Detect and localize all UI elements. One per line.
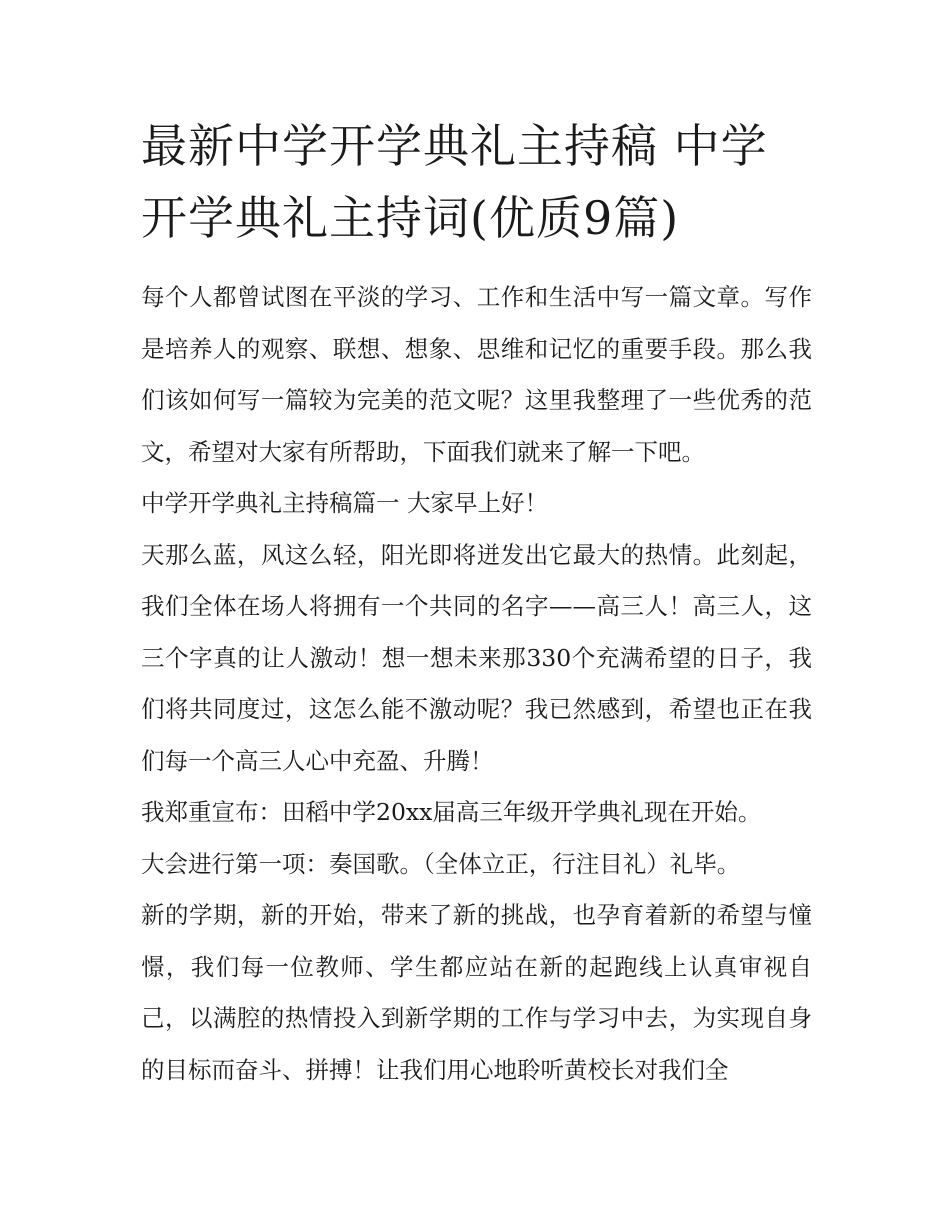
paragraph-new-semester: 新的学期，新的开始，带来了新的挑战，也孕育着新的希望与憧憬，我们每一位教师、学生都应站在新的起跑线上认真审视自己，以满腔的热情投入到新学期的工作与学习中去，为实现自身的目标而奋斗、拼搏！让我们用心地聆听黄校长对我们全 <box>141 901 812 1084</box>
paragraph-anthem: 大会进行第一项：奏国歌。（全体立正，行注目礼）礼毕。 <box>141 849 741 878</box>
document-body <box>141 272 812 1096</box>
paragraph-section-heading: 中学开学典礼主持稿篇一 大家早上好！ <box>141 489 548 517</box>
paragraph-opening: 天那么蓝，风这么轻，阳光即将迸发出它最大的热情。此刻起，我们全体在场人将拥有一个共同的名字——高三人！高三人，这三个字真的让人激动！想一想未来那330个充满希望的日子，我们将共同度过，这怎么能不激动呢？我已然感到，希望也正在我们每一个高三人心中充盈、升腾！ <box>141 540 812 775</box>
paragraph-intro: 每个人都曾试图在平淡的学习、工作和生活中写一篇文章。写作是培养人的观察、联想、想象、思维和记忆的重要手段。那么我们该如何写一篇较为完美的范文呢？这里我整理了一些优秀的范文，希望对大家有所帮助，下面我们就来了解一下吧。 <box>141 283 812 466</box>
paragraph-announcement: 我郑重宣布：田稻中学20xx届高三年级开学典礼现在开始。 <box>141 798 762 826</box>
document-title: 最新中学开学典礼主持稿 中学开学典礼主持词(优质9篇) <box>141 119 768 245</box>
